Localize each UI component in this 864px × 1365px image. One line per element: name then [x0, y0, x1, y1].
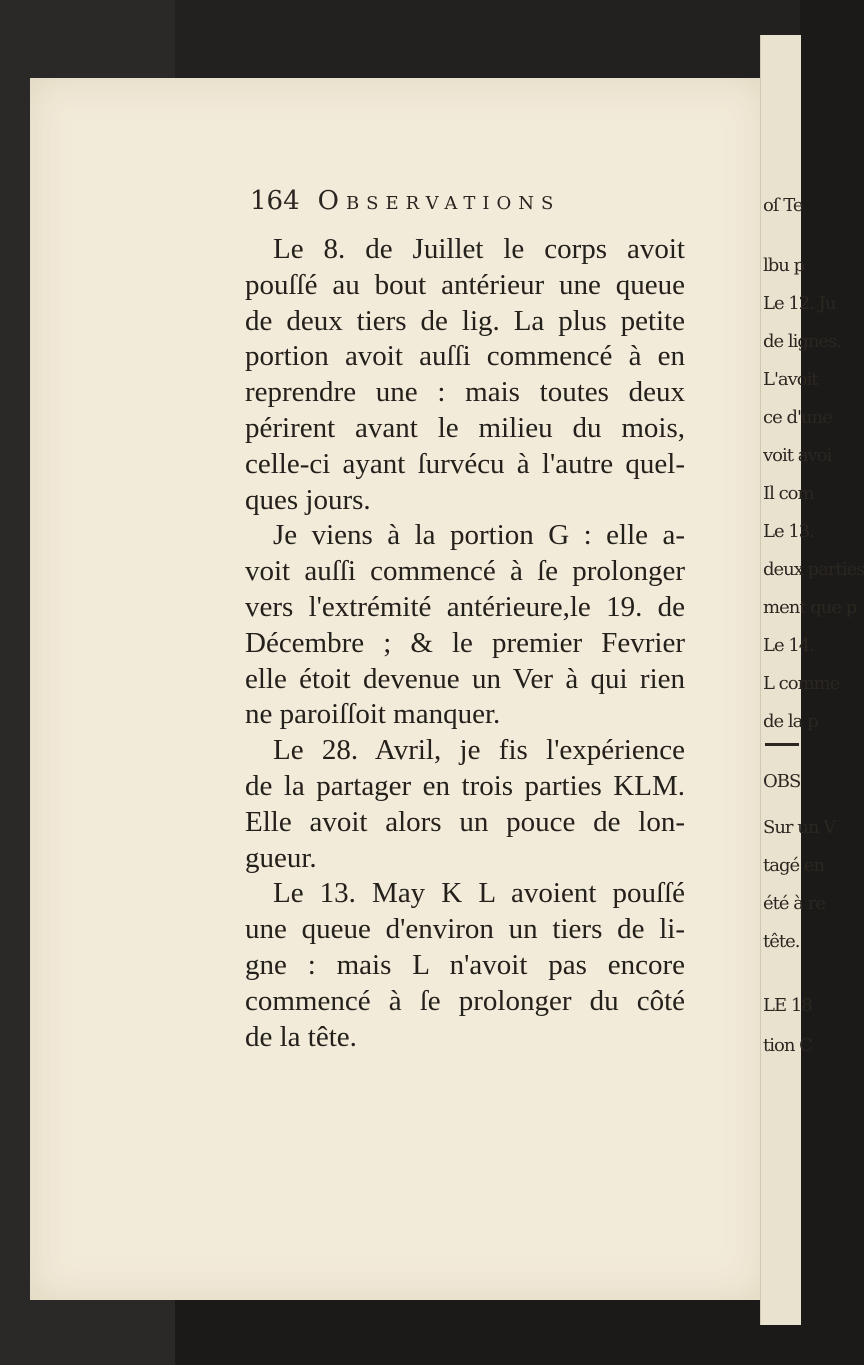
- facing-page-fragment: Sur un V: [763, 817, 836, 838]
- text-line: ques jours.: [245, 483, 371, 516]
- facing-page-fragment: Le 14.: [763, 635, 814, 656]
- text-line: une queue d'environ un tiers de li-: [245, 913, 685, 946]
- facing-page-fragment: LE 18: [763, 995, 812, 1016]
- text-line: pouſſé au bout antérieur une queue: [245, 268, 685, 301]
- facing-page-fragment: L comme: [763, 673, 840, 694]
- facing-page-fragment: Le 13.: [763, 521, 814, 542]
- text-line: gueur.: [245, 841, 317, 874]
- facing-page-edge: [760, 35, 864, 1325]
- facing-page-fragment: oſ Te: [763, 195, 803, 216]
- facing-page-fragment: Le 12. Ju: [763, 293, 836, 314]
- text-line: de deux tiers de lig. La plus petite: [245, 304, 685, 337]
- running-header: [250, 186, 690, 226]
- facing-page-fragment: Il com: [763, 483, 814, 504]
- facing-page-fragment: L'avoit: [763, 369, 818, 390]
- text-line: celle-ci ayant ſurvécu à l'autre quel-: [245, 447, 685, 480]
- text-line: Le 8. de Juillet le corps avoit: [273, 233, 685, 265]
- facing-page-fragment: ce d'une: [763, 407, 832, 428]
- text-line: portion avoit auſſi commencé à en: [245, 340, 685, 373]
- text-line: commencé à ſe prolonger du côté: [245, 984, 685, 1017]
- text-line: gne : mais L n'avoit pas encore: [245, 948, 685, 981]
- page-number: 164: [250, 186, 300, 216]
- facing-page-fragment: de lignes.: [763, 331, 842, 352]
- facing-page-rule: [765, 743, 799, 746]
- facing-page-fragment: tagé en: [763, 855, 825, 876]
- text-line: Elle avoit alors un pouce de lon-: [245, 805, 685, 838]
- facing-page-fragment: OBS: [763, 771, 801, 792]
- text-line: Le 13. May K L avoient pouſſé: [273, 877, 685, 910]
- facing-page-fragment: deux parties: [763, 559, 864, 580]
- body-text: [245, 232, 685, 1055]
- text-line: Le 28. Avril, je fis l'expérience: [273, 734, 685, 767]
- text-line: Décembre ; & le premier Fevrier: [245, 626, 685, 659]
- running-title: Observations: [317, 186, 561, 216]
- facing-page-fragment: été à re: [763, 893, 825, 914]
- text-line: ne paroiſſoit manquer.: [245, 698, 501, 731]
- text-line: reprendre une : mais toutes deux: [245, 376, 685, 409]
- facing-page-fragment: tion C: [763, 1035, 812, 1056]
- facing-page-fragment: voit avoi: [763, 445, 832, 466]
- facing-page-fragment: ment que p: [763, 597, 857, 618]
- text-line: de la tête.: [245, 1020, 357, 1053]
- facing-page-fragment: tête.: [763, 931, 800, 952]
- text-line: elle étoit devenue un Ver à qui rien: [245, 662, 685, 695]
- text-line: périrent avant le milieu du mois,: [245, 411, 685, 444]
- text-line: de la partager en trois parties KLM.: [245, 769, 685, 802]
- facing-page-fragment: de la p: [763, 711, 818, 732]
- facing-page-fragment: lbu p: [763, 255, 805, 276]
- text-line: vers l'extrémité antérieure,le 19. de: [245, 590, 685, 623]
- text-line: Je viens à la portion G : elle a-: [273, 519, 685, 552]
- text-line: voit auſſi commencé à ſe prolonger: [245, 555, 685, 588]
